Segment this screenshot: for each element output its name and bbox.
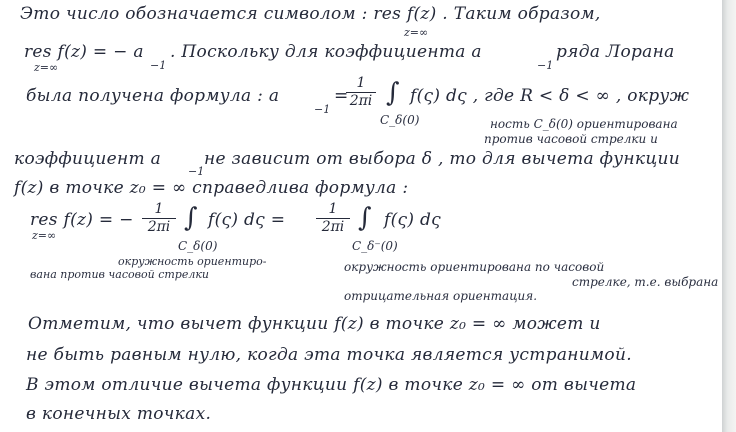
text-line-3: была получена формула : a xyxy=(26,86,280,106)
paragraph-2-line-1: Отметим, что вычет функции f(z) в точке z₀ = ∞ может и xyxy=(28,314,601,334)
formula-subscript: z=∞ xyxy=(32,229,57,242)
contour-subscript: C_δ(0) xyxy=(380,113,420,127)
annotation-left-1: окружность ориентиро- xyxy=(118,255,267,268)
line1-subscript: z=∞ xyxy=(404,26,429,39)
annotation-right-1: окружность ориентирована по часовой xyxy=(344,260,605,274)
annotation-right-2: стрелке, т.е. выбрана xyxy=(572,275,719,289)
formula-integral-2: ∫ xyxy=(358,203,372,233)
fraction-denominator: 2πi xyxy=(349,93,373,110)
annotation-left-2: вана против часовой стрелки xyxy=(30,268,210,281)
text-line-2-end: ряда Лорана xyxy=(556,42,675,62)
formula-residue: res f(z) = − xyxy=(30,210,134,230)
formula-integral-2-contour: C_δ⁻(0) xyxy=(352,239,398,253)
formula-fraction-2 xyxy=(316,202,350,236)
formula-integral-1-contour: C_δ(0) xyxy=(178,239,218,253)
paragraph-2-line-2: не быть равным нулю, когда эта точка является устранимой. xyxy=(26,345,632,365)
fraction-numerator: 1 xyxy=(356,75,366,91)
page-edge xyxy=(722,0,736,432)
formula-fraction-2-denominator: 2πi xyxy=(321,219,345,236)
line5-index: −1 xyxy=(188,165,205,178)
line3-index: −1 xyxy=(314,103,331,116)
text-line-5-rest: не зависит от выбора δ , то для вычета функции xyxy=(204,149,681,169)
annotation-counterclockwise: против часовой стрелки и xyxy=(484,132,658,146)
line2-index: −1 xyxy=(150,59,167,72)
text-line-6: f(z) в точке z₀ = ∞ справедлива формула : xyxy=(14,178,409,198)
line3-equals: = xyxy=(334,86,349,106)
formula-integrand-2: f(ς) dς xyxy=(384,210,441,230)
fraction-1-over-2pi-i xyxy=(346,76,376,110)
paragraph-2-line-3: В этом отличие вычета функции f(z) в точке z₀ = ∞ от вычета xyxy=(26,375,637,395)
formula-integrand-1: f(ς) dς = xyxy=(208,210,286,230)
residue-infinity-definition: res f(z) = − a xyxy=(24,42,144,62)
paragraph-2-line-4: в конечных точках. xyxy=(26,404,212,424)
text-line-2: . Поскольку для коэффициента a xyxy=(170,42,482,62)
formula-fraction-2-numerator: 1 xyxy=(328,201,338,217)
text-line-1: Это число обозначается символом : res f(z) . Таким образом, xyxy=(20,4,601,24)
line2-index-2: −1 xyxy=(537,59,554,72)
formula-fraction-1 xyxy=(142,202,176,236)
integral-sign: ∫ xyxy=(386,78,400,108)
text-line-5: коэффициент a xyxy=(14,149,162,169)
annotation-right-3: отрицательная ориентация. xyxy=(344,289,538,303)
formula-fraction-1-numerator: 1 xyxy=(154,201,164,217)
annotation-contour-orientation: ность C_δ(0) ориентирована xyxy=(490,117,678,131)
text-line-3-end: f(ς) dς , где R < δ < ∞ , окруж xyxy=(410,86,690,106)
line2-subscript: z=∞ xyxy=(34,61,59,74)
formula-integral-1: ∫ xyxy=(184,203,198,233)
formula-fraction-1-denominator: 2πi xyxy=(147,219,171,236)
